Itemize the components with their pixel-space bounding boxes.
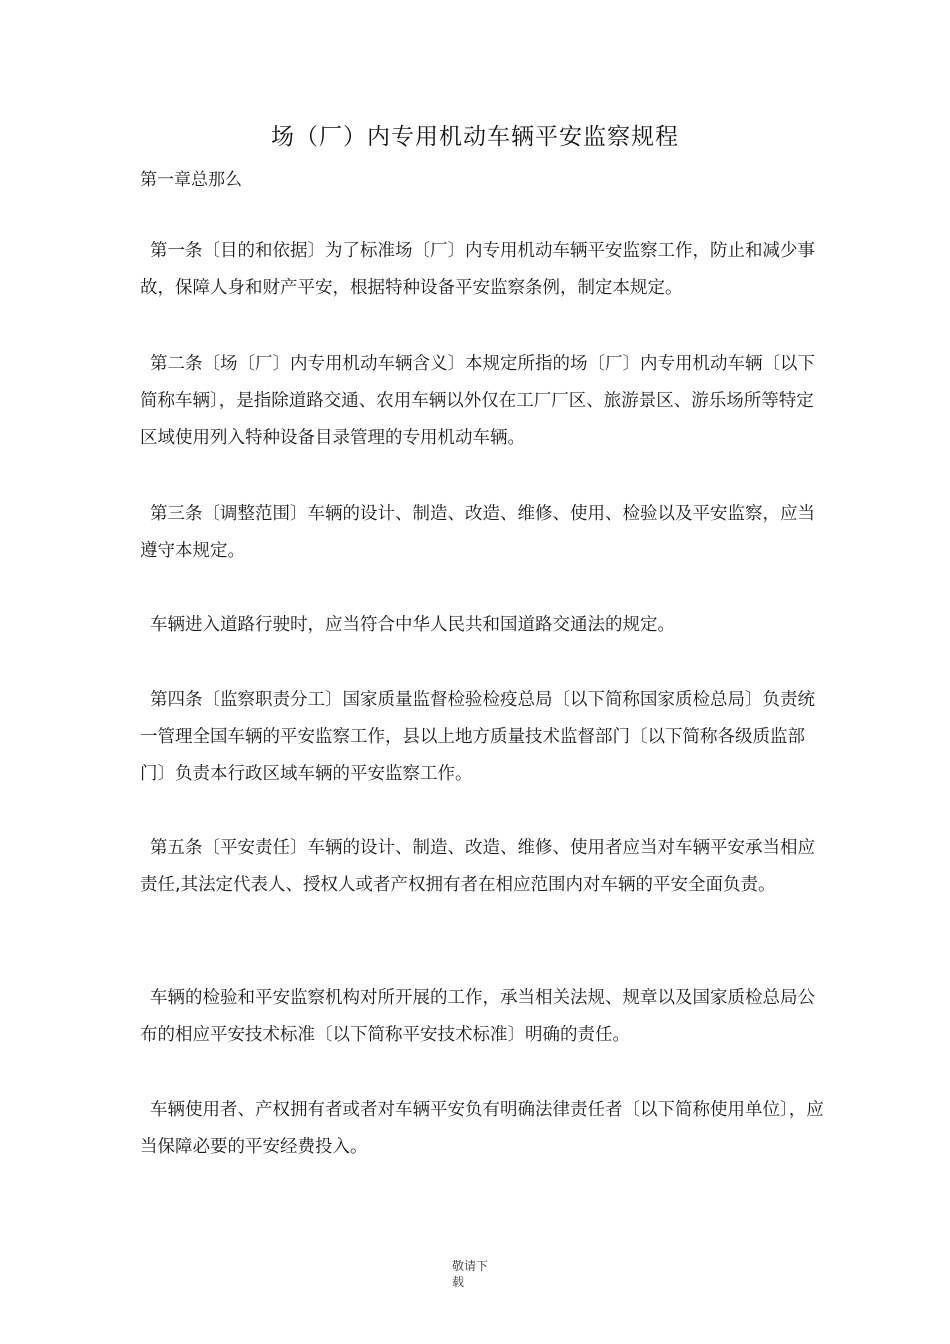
paragraph-article-2: 第二条〔场〔厂〕内专用机动车辆含义〕本规定所指的场〔厂〕内专用机动车辆〔以下简称车辆〕，是指除道路交通、农用车辆以外仅在工厂厂区、旅游景区、游乐场所等特定区域使用列入特种设备目录管理的专用机动车辆。 — [140, 354, 815, 448]
paragraph-article-4: 第四条〔监察职责分工〕国家质量监督检验检疫总局〔以下简称国家质检总局〕负责统一管理全国车辆的平安监察工作，县以上地方质量技术监督部门〔以下简称各级质监部门〕负责本行政区域车辆的平安监察工作。 — [140, 690, 815, 784]
paragraph-article-5: 第五条〔平安责任〕车辆的设计、制造、改造、维修、使用者应当对车辆平安承当相应责任,其法定代表人、授权人或者产权拥有者在相应范围内对车辆的平安全面负责。 — [140, 838, 815, 895]
document-title: 场（厂）内专用机动车辆平安监察规程 — [271, 124, 679, 150]
chapter-heading: 第一章总那么 — [140, 170, 242, 190]
page-footer: 敬请下载 — [452, 1259, 489, 1289]
paragraph-article-1: 第一条〔目的和依据〕为了标准场〔厂〕内专用机动车辆平安监察工作，防止和减少事故，保障人身和财产平安，根据特种设备平安监察条例，制定本规定。 — [140, 241, 815, 298]
paragraph-user-responsibility: 车辆使用者、产权拥有者或者对车辆平安负有明确法律责任者〔以下简称使用单位〕，应当保障必要的平安经费投入。 — [140, 1100, 824, 1157]
paragraph-inspection-responsibility: 车辆的检验和平安监察机构对所开展的工作，承当相关法规、规章以及国家质检总局公布的相应平安技术标准〔以下简称平安技术标准〕明确的责任。 — [140, 988, 815, 1045]
paragraph-article-3: 第三条〔调整范围〕车辆的设计、制造、改造、维修、使用、检验以及平安监察，应当遵守本规定。 — [140, 504, 815, 561]
paragraph-road-traffic: 车辆进入道路行驶时，应当符合中华人民共和国道路交通法的规定。 — [150, 615, 675, 635]
